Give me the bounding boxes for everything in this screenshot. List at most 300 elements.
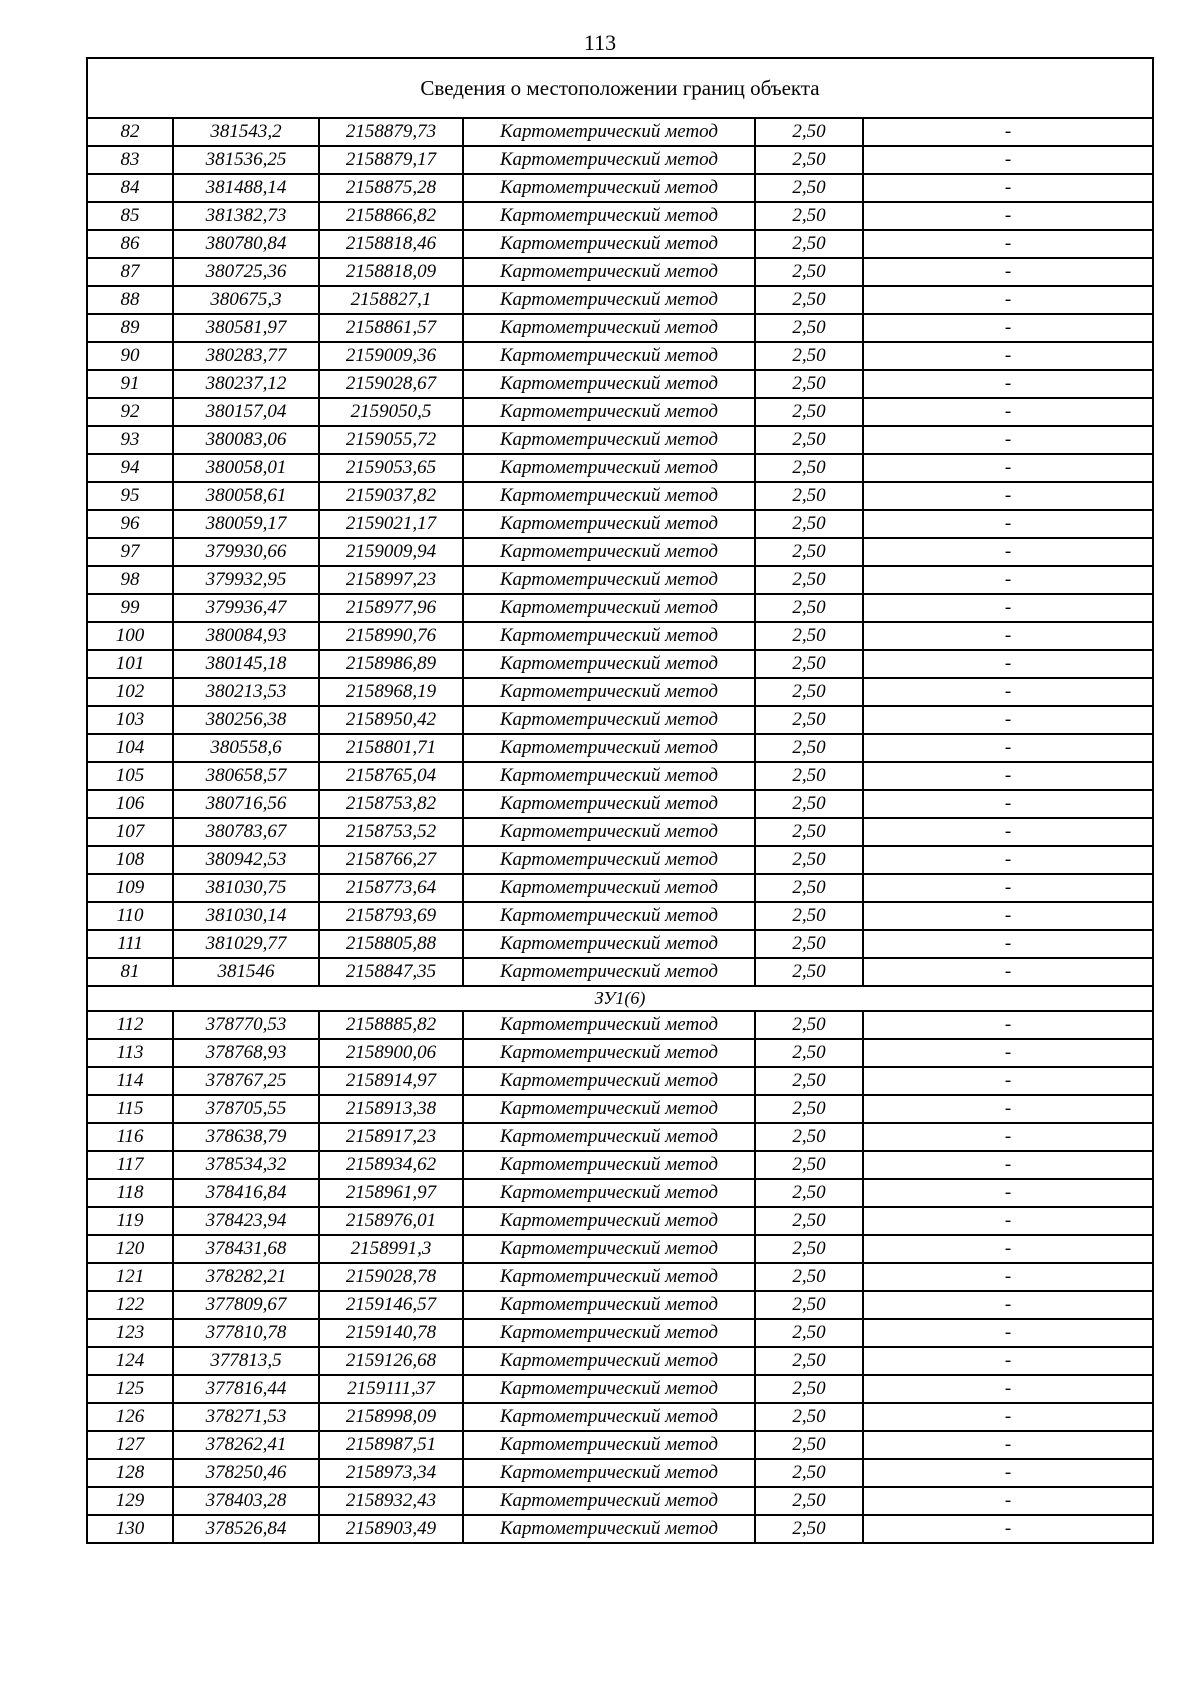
description-cell: - [863, 286, 1153, 314]
accuracy-cell: 2,50 [755, 146, 863, 174]
point-number-cell: 84 [87, 174, 173, 202]
y-coordinate-cell: 2158987,51 [319, 1431, 463, 1459]
method-cell: Картометрический метод [463, 1319, 755, 1347]
x-coordinate-cell: 379930,66 [173, 538, 319, 566]
accuracy-cell: 2,50 [755, 174, 863, 202]
accuracy-cell: 2,50 [755, 650, 863, 678]
accuracy-cell: 2,50 [755, 706, 863, 734]
y-coordinate-cell: 2158753,52 [319, 818, 463, 846]
y-coordinate-cell: 2159037,82 [319, 482, 463, 510]
description-cell: - [863, 1039, 1153, 1067]
method-cell: Картометрический метод [463, 202, 755, 230]
table-row [87, 902, 1153, 930]
accuracy-cell: 2,50 [755, 902, 863, 930]
x-coordinate-cell: 377810,78 [173, 1319, 319, 1347]
description-cell: - [863, 482, 1153, 510]
table-row [87, 1487, 1153, 1515]
y-coordinate-cell: 2158998,09 [319, 1403, 463, 1431]
accuracy-cell: 2,50 [755, 1039, 863, 1067]
table-title: Сведения о местоположении границ объекта [87, 58, 1153, 118]
description-cell: - [863, 762, 1153, 790]
x-coordinate-cell: 378534,32 [173, 1151, 319, 1179]
table-row [87, 1095, 1153, 1123]
description-cell: - [863, 566, 1153, 594]
point-number-cell: 117 [87, 1151, 173, 1179]
point-number-cell: 83 [87, 146, 173, 174]
table-row [87, 118, 1153, 146]
method-cell: Картометрический метод [463, 426, 755, 454]
description-cell: - [863, 902, 1153, 930]
table-row [87, 1179, 1153, 1207]
x-coordinate-cell: 378282,21 [173, 1263, 319, 1291]
method-cell: Картометрический метод [463, 1207, 755, 1235]
description-cell: - [863, 1319, 1153, 1347]
x-coordinate-cell: 377816,44 [173, 1375, 319, 1403]
table-row [87, 454, 1153, 482]
accuracy-cell: 2,50 [755, 1095, 863, 1123]
accuracy-cell: 2,50 [755, 1347, 863, 1375]
table-row [87, 1319, 1153, 1347]
table-row [87, 678, 1153, 706]
point-number-cell: 111 [87, 930, 173, 958]
description-cell: - [863, 1487, 1153, 1515]
x-coordinate-cell: 380783,67 [173, 818, 319, 846]
x-coordinate-cell: 378423,94 [173, 1207, 319, 1235]
table-row [87, 1515, 1153, 1543]
method-cell: Картометрический метод [463, 1431, 755, 1459]
y-coordinate-cell: 2158766,27 [319, 846, 463, 874]
point-number-cell: 128 [87, 1459, 173, 1487]
accuracy-cell: 2,50 [755, 1235, 863, 1263]
y-coordinate-cell: 2158818,46 [319, 230, 463, 258]
accuracy-cell: 2,50 [755, 1459, 863, 1487]
accuracy-cell: 2,50 [755, 846, 863, 874]
point-number-cell: 87 [87, 258, 173, 286]
point-number-cell: 120 [87, 1235, 173, 1263]
table-row [87, 1039, 1153, 1067]
table-row [87, 426, 1153, 454]
y-coordinate-cell: 2159050,5 [319, 398, 463, 426]
accuracy-cell: 2,50 [755, 538, 863, 566]
accuracy-cell: 2,50 [755, 1403, 863, 1431]
table-row [87, 1123, 1153, 1151]
method-cell: Картометрический метод [463, 958, 755, 986]
description-cell: - [863, 1011, 1153, 1039]
method-cell: Картометрический метод [463, 1067, 755, 1095]
accuracy-cell: 2,50 [755, 1319, 863, 1347]
y-coordinate-cell: 2159055,72 [319, 426, 463, 454]
x-coordinate-cell: 379932,95 [173, 566, 319, 594]
x-coordinate-cell: 380256,38 [173, 706, 319, 734]
description-cell: - [863, 426, 1153, 454]
description-cell: - [863, 1375, 1153, 1403]
point-number-cell: 100 [87, 622, 173, 650]
y-coordinate-cell: 2158875,28 [319, 174, 463, 202]
x-coordinate-cell: 380283,77 [173, 342, 319, 370]
point-number-cell: 123 [87, 1319, 173, 1347]
method-cell: Картометрический метод [463, 482, 755, 510]
table-body [87, 58, 1153, 1543]
x-coordinate-cell: 381543,2 [173, 118, 319, 146]
table-row [87, 174, 1153, 202]
point-number-cell: 93 [87, 426, 173, 454]
method-cell: Картометрический метод [463, 1459, 755, 1487]
description-cell: - [863, 370, 1153, 398]
accuracy-cell: 2,50 [755, 1151, 863, 1179]
x-coordinate-cell: 380716,56 [173, 790, 319, 818]
point-number-cell: 113 [87, 1039, 173, 1067]
table-row [87, 930, 1153, 958]
table-row [87, 958, 1153, 986]
method-cell: Картометрический метод [463, 706, 755, 734]
table-row [87, 1459, 1153, 1487]
accuracy-cell: 2,50 [755, 258, 863, 286]
x-coordinate-cell: 378271,53 [173, 1403, 319, 1431]
table-row [87, 790, 1153, 818]
x-coordinate-cell: 378767,25 [173, 1067, 319, 1095]
accuracy-cell: 2,50 [755, 1067, 863, 1095]
accuracy-cell: 2,50 [755, 622, 863, 650]
method-cell: Картометрический метод [463, 1403, 755, 1431]
table-row [87, 1431, 1153, 1459]
y-coordinate-cell: 2158934,62 [319, 1151, 463, 1179]
x-coordinate-cell: 377809,67 [173, 1291, 319, 1319]
description-cell: - [863, 118, 1153, 146]
table-row [87, 314, 1153, 342]
accuracy-cell: 2,50 [755, 790, 863, 818]
table-row [87, 510, 1153, 538]
accuracy-cell: 2,50 [755, 370, 863, 398]
table-row [87, 818, 1153, 846]
point-number-cell: 97 [87, 538, 173, 566]
method-cell: Картометрический метод [463, 1123, 755, 1151]
point-number-cell: 82 [87, 118, 173, 146]
y-coordinate-cell: 2158977,96 [319, 594, 463, 622]
description-cell: - [863, 1067, 1153, 1095]
description-cell: - [863, 1095, 1153, 1123]
description-cell: - [863, 678, 1153, 706]
method-cell: Картометрический метод [463, 566, 755, 594]
table-row [87, 258, 1153, 286]
x-coordinate-cell: 380157,04 [173, 398, 319, 426]
method-cell: Картометрический метод [463, 1095, 755, 1123]
table-row [87, 230, 1153, 258]
y-coordinate-cell: 2158973,34 [319, 1459, 463, 1487]
y-coordinate-cell: 2158805,88 [319, 930, 463, 958]
accuracy-cell: 2,50 [755, 454, 863, 482]
method-cell: Картометрический метод [463, 286, 755, 314]
description-cell: - [863, 1179, 1153, 1207]
description-cell: - [863, 1151, 1153, 1179]
x-coordinate-cell: 378768,93 [173, 1039, 319, 1067]
point-number-cell: 88 [87, 286, 173, 314]
accuracy-cell: 2,50 [755, 594, 863, 622]
y-coordinate-cell: 2159021,17 [319, 510, 463, 538]
method-cell: Картометрический метод [463, 1179, 755, 1207]
accuracy-cell: 2,50 [755, 678, 863, 706]
y-coordinate-cell: 2158793,69 [319, 902, 463, 930]
description-cell: - [863, 622, 1153, 650]
description-cell: - [863, 510, 1153, 538]
accuracy-cell: 2,50 [755, 958, 863, 986]
point-number-cell: 91 [87, 370, 173, 398]
table-row [87, 1375, 1153, 1403]
point-number-cell: 112 [87, 1011, 173, 1039]
description-cell: - [863, 1207, 1153, 1235]
table-row [87, 1403, 1153, 1431]
table-row [87, 594, 1153, 622]
y-coordinate-cell: 2158879,17 [319, 146, 463, 174]
x-coordinate-cell: 381546 [173, 958, 319, 986]
method-cell: Картометрический метод [463, 846, 755, 874]
table-row [87, 706, 1153, 734]
table-row [87, 1067, 1153, 1095]
table-row [87, 874, 1153, 902]
x-coordinate-cell: 380058,01 [173, 454, 319, 482]
method-cell: Картометрический метод [463, 398, 755, 426]
point-number-cell: 116 [87, 1123, 173, 1151]
y-coordinate-cell: 2159009,36 [319, 342, 463, 370]
point-number-cell: 125 [87, 1375, 173, 1403]
description-cell: - [863, 342, 1153, 370]
accuracy-cell: 2,50 [755, 482, 863, 510]
accuracy-cell: 2,50 [755, 118, 863, 146]
accuracy-cell: 2,50 [755, 930, 863, 958]
table-row [87, 1347, 1153, 1375]
section-label: ЗУ1(6) [87, 986, 1153, 1011]
y-coordinate-cell: 2158885,82 [319, 1011, 463, 1039]
table-row [87, 286, 1153, 314]
accuracy-cell: 2,50 [755, 314, 863, 342]
y-coordinate-cell: 2159053,65 [319, 454, 463, 482]
x-coordinate-cell: 381382,73 [173, 202, 319, 230]
point-number-cell: 98 [87, 566, 173, 594]
method-cell: Картометрический метод [463, 678, 755, 706]
table-row [87, 342, 1153, 370]
x-coordinate-cell: 380084,93 [173, 622, 319, 650]
method-cell: Картометрический метод [463, 1263, 755, 1291]
x-coordinate-cell: 380237,12 [173, 370, 319, 398]
y-coordinate-cell: 2158990,76 [319, 622, 463, 650]
description-cell: - [863, 258, 1153, 286]
method-cell: Картометрический метод [463, 594, 755, 622]
method-cell: Картометрический метод [463, 930, 755, 958]
point-number-cell: 107 [87, 818, 173, 846]
description-cell: - [863, 1459, 1153, 1487]
y-coordinate-cell: 2158861,57 [319, 314, 463, 342]
description-cell: - [863, 958, 1153, 986]
point-number-cell: 105 [87, 762, 173, 790]
method-cell: Картометрический метод [463, 874, 755, 902]
description-cell: - [863, 1263, 1153, 1291]
description-cell: - [863, 202, 1153, 230]
x-coordinate-cell: 378416,84 [173, 1179, 319, 1207]
x-coordinate-cell: 377813,5 [173, 1347, 319, 1375]
x-coordinate-cell: 380083,06 [173, 426, 319, 454]
point-number-cell: 101 [87, 650, 173, 678]
accuracy-cell: 2,50 [755, 566, 863, 594]
y-coordinate-cell: 2158997,23 [319, 566, 463, 594]
method-cell: Картометрический метод [463, 1291, 755, 1319]
accuracy-cell: 2,50 [755, 426, 863, 454]
x-coordinate-cell: 381488,14 [173, 174, 319, 202]
x-coordinate-cell: 380942,53 [173, 846, 319, 874]
description-cell: - [863, 846, 1153, 874]
accuracy-cell: 2,50 [755, 1207, 863, 1235]
description-cell: - [863, 930, 1153, 958]
y-coordinate-cell: 2158827,1 [319, 286, 463, 314]
method-cell: Картометрический метод [463, 510, 755, 538]
method-cell: Картометрический метод [463, 1375, 755, 1403]
y-coordinate-cell: 2159028,67 [319, 370, 463, 398]
x-coordinate-cell: 380145,18 [173, 650, 319, 678]
description-cell: - [863, 734, 1153, 762]
table-row [87, 1207, 1153, 1235]
x-coordinate-cell: 380658,57 [173, 762, 319, 790]
table-header-row [87, 58, 1153, 118]
table-row [87, 734, 1153, 762]
y-coordinate-cell: 2159009,94 [319, 538, 463, 566]
x-coordinate-cell: 381536,25 [173, 146, 319, 174]
x-coordinate-cell: 378250,46 [173, 1459, 319, 1487]
accuracy-cell: 2,50 [755, 818, 863, 846]
y-coordinate-cell: 2158932,43 [319, 1487, 463, 1515]
x-coordinate-cell: 378403,28 [173, 1487, 319, 1515]
point-number-cell: 118 [87, 1179, 173, 1207]
y-coordinate-cell: 2158765,04 [319, 762, 463, 790]
method-cell: Картометрический метод [463, 314, 755, 342]
method-cell: Картометрический метод [463, 342, 755, 370]
method-cell: Картометрический метод [463, 762, 755, 790]
description-cell: - [863, 398, 1153, 426]
x-coordinate-cell: 378526,84 [173, 1515, 319, 1543]
y-coordinate-cell: 2159126,68 [319, 1347, 463, 1375]
y-coordinate-cell: 2158879,73 [319, 118, 463, 146]
method-cell: Картометрический метод [463, 1347, 755, 1375]
method-cell: Картометрический метод [463, 258, 755, 286]
table-row [87, 370, 1153, 398]
description-cell: - [863, 650, 1153, 678]
point-number-cell: 85 [87, 202, 173, 230]
method-cell: Картометрический метод [463, 734, 755, 762]
x-coordinate-cell: 378705,55 [173, 1095, 319, 1123]
table-row [87, 538, 1153, 566]
x-coordinate-cell: 380059,17 [173, 510, 319, 538]
point-number-cell: 109 [87, 874, 173, 902]
description-cell: - [863, 314, 1153, 342]
y-coordinate-cell: 2158950,42 [319, 706, 463, 734]
point-number-cell: 104 [87, 734, 173, 762]
table-row [87, 622, 1153, 650]
accuracy-cell: 2,50 [755, 510, 863, 538]
description-cell: - [863, 818, 1153, 846]
point-number-cell: 130 [87, 1515, 173, 1543]
x-coordinate-cell: 380780,84 [173, 230, 319, 258]
point-number-cell: 129 [87, 1487, 173, 1515]
method-cell: Картометрический метод [463, 370, 755, 398]
accuracy-cell: 2,50 [755, 734, 863, 762]
method-cell: Картометрический метод [463, 146, 755, 174]
point-number-cell: 115 [87, 1095, 173, 1123]
description-cell: - [863, 1403, 1153, 1431]
method-cell: Картометрический метод [463, 622, 755, 650]
description-cell: - [863, 790, 1153, 818]
table-row [87, 1291, 1153, 1319]
y-coordinate-cell: 2158903,49 [319, 1515, 463, 1543]
point-number-cell: 81 [87, 958, 173, 986]
table-row [87, 650, 1153, 678]
y-coordinate-cell: 2158986,89 [319, 650, 463, 678]
point-number-cell: 103 [87, 706, 173, 734]
description-cell: - [863, 1515, 1153, 1543]
accuracy-cell: 2,50 [755, 1123, 863, 1151]
point-number-cell: 108 [87, 846, 173, 874]
accuracy-cell: 2,50 [755, 1375, 863, 1403]
y-coordinate-cell: 2159028,78 [319, 1263, 463, 1291]
table-row [87, 202, 1153, 230]
y-coordinate-cell: 2158913,38 [319, 1095, 463, 1123]
method-cell: Картометрический метод [463, 1151, 755, 1179]
method-cell: Картометрический метод [463, 1011, 755, 1039]
y-coordinate-cell: 2159140,78 [319, 1319, 463, 1347]
y-coordinate-cell: 2159146,57 [319, 1291, 463, 1319]
x-coordinate-cell: 379936,47 [173, 594, 319, 622]
method-cell: Картометрический метод [463, 1235, 755, 1263]
y-coordinate-cell: 2159111,37 [319, 1375, 463, 1403]
table-row [87, 1263, 1153, 1291]
description-cell: - [863, 1291, 1153, 1319]
description-cell: - [863, 706, 1153, 734]
description-cell: - [863, 538, 1153, 566]
boundary-coordinates-table [86, 57, 1154, 1544]
point-number-cell: 90 [87, 342, 173, 370]
y-coordinate-cell: 2158753,82 [319, 790, 463, 818]
y-coordinate-cell: 2158900,06 [319, 1039, 463, 1067]
x-coordinate-cell: 380675,3 [173, 286, 319, 314]
point-number-cell: 106 [87, 790, 173, 818]
accuracy-cell: 2,50 [755, 1011, 863, 1039]
accuracy-cell: 2,50 [755, 1291, 863, 1319]
point-number-cell: 110 [87, 902, 173, 930]
point-number-cell: 89 [87, 314, 173, 342]
method-cell: Картометрический метод [463, 118, 755, 146]
y-coordinate-cell: 2158773,64 [319, 874, 463, 902]
y-coordinate-cell: 2158991,3 [319, 1235, 463, 1263]
description-cell: - [863, 594, 1153, 622]
accuracy-cell: 2,50 [755, 762, 863, 790]
point-number-cell: 94 [87, 454, 173, 482]
point-number-cell: 92 [87, 398, 173, 426]
point-number-cell: 126 [87, 1403, 173, 1431]
x-coordinate-cell: 381030,14 [173, 902, 319, 930]
y-coordinate-cell: 2158818,09 [319, 258, 463, 286]
x-coordinate-cell: 380058,61 [173, 482, 319, 510]
method-cell: Картометрический метод [463, 1039, 755, 1067]
method-cell: Картометрический метод [463, 1515, 755, 1543]
table-row [87, 1011, 1153, 1039]
description-cell: - [863, 874, 1153, 902]
description-cell: - [863, 1347, 1153, 1375]
y-coordinate-cell: 2158847,35 [319, 958, 463, 986]
table-row [87, 1235, 1153, 1263]
accuracy-cell: 2,50 [755, 342, 863, 370]
method-cell: Картометрический метод [463, 650, 755, 678]
table-row [87, 762, 1153, 790]
point-number-cell: 127 [87, 1431, 173, 1459]
accuracy-cell: 2,50 [755, 1515, 863, 1543]
method-cell: Картометрический метод [463, 454, 755, 482]
x-coordinate-cell: 378770,53 [173, 1011, 319, 1039]
